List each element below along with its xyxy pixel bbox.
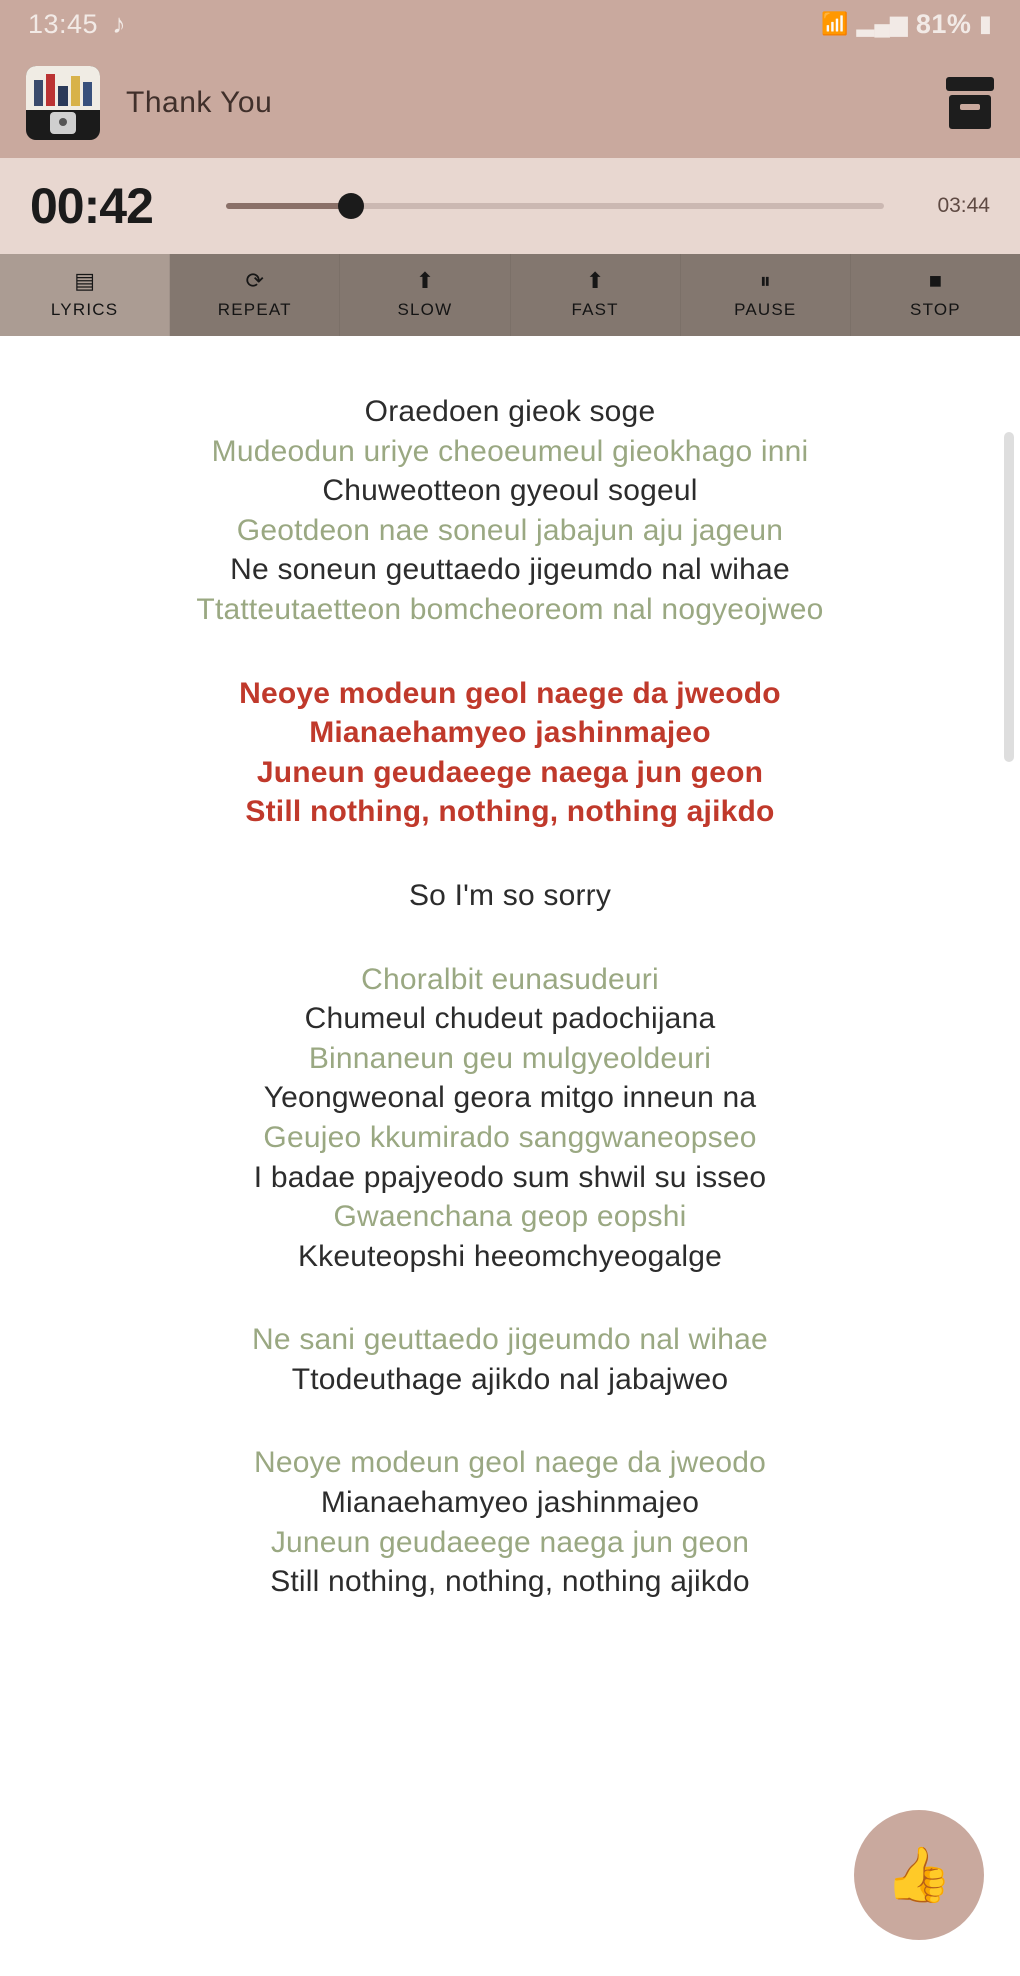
lyric-spacer <box>40 916 980 960</box>
lyric-spacer <box>40 1276 980 1320</box>
thumbs-up-fab[interactable] <box>854 1810 984 1940</box>
music-note-icon: ♪ <box>112 8 127 39</box>
lyric-line: Yeongweonal georа mitgo inneun na <box>263 1081 757 1115</box>
seek-thumb[interactable] <box>338 193 364 219</box>
tab-fast-label: FAST <box>571 300 619 319</box>
lyric-line: Geujeo kkumirado sanggwaneopseo <box>263 1120 757 1154</box>
lyric-line: Ttatteutaetteon bomcheoreom nal nogyeojweo <box>196 592 824 626</box>
album-art-thumbnail[interactable] <box>26 66 100 140</box>
lyric-line: Neoye modeun geol naege da jweodo <box>239 676 781 710</box>
lyrics-scrollbar[interactable] <box>1004 432 1014 762</box>
lyric-spacer <box>40 832 980 876</box>
status-bar-right <box>821 9 992 40</box>
lyric-line: Mudeodun uriye cheoeumeul gieokhago inni <box>211 434 809 468</box>
lyric-line: Ne sani geuttaedo jigeumdo nal wihae <box>252 1323 768 1357</box>
wifi-icon: 📶 <box>821 11 849 36</box>
fast-icon: ⬆ <box>585 268 605 293</box>
slow-icon: ⬆ <box>415 268 435 293</box>
lyric-line: Juneun geudaeege naega jun geon <box>256 755 764 789</box>
lyric-line: Neoye modeun geol naege da jweodo <box>254 1446 766 1480</box>
tab-slow[interactable] <box>340 254 510 336</box>
lyrics-text <box>40 392 980 1602</box>
lyric-line: Oraedoen gieok soge <box>364 395 656 428</box>
tab-lyrics[interactable] <box>0 254 170 336</box>
tab-repeat[interactable] <box>170 254 340 336</box>
lyric-line: Geotdeon nae soneul jabajun aju jageun <box>236 513 784 547</box>
lyrics-panel[interactable] <box>0 336 1020 1976</box>
lyric-line: So I'm so sorry <box>408 878 612 912</box>
lyric-line: I badae ppajyeodo sum shwil su isseo <box>253 1160 767 1194</box>
lyrics-icon: ▤ <box>74 268 95 293</box>
battery-percent: 81% <box>915 8 972 39</box>
tab-pause-label: PAUSE <box>734 300 797 319</box>
stop-icon: ■ <box>928 268 943 293</box>
lyric-line: Mianaehamyeo jashinmajeo <box>320 1486 700 1520</box>
status-bar-left <box>28 9 126 40</box>
lyric-line: Ttodeuthage ajikdo nal jabajweo <box>291 1362 729 1396</box>
lyric-line: Binnaneun geu mulgyeoldeuri <box>308 1041 712 1075</box>
status-time: 13:45 <box>28 8 99 39</box>
lyric-line: Mianaehamyeo jashinmajeo <box>309 716 711 750</box>
tab-lyrics-label: LYRICS <box>50 300 119 319</box>
lyric-line: Gwaenchana geop eopshi <box>333 1200 687 1234</box>
repeat-icon: ⟳ <box>245 268 264 293</box>
lyric-line: Chumeul chudeut padochijana <box>304 1002 716 1036</box>
tab-slow-label: SLOW <box>397 300 453 319</box>
lyric-line: Kkeuteopshi heeomchyeogalge <box>297 1239 723 1273</box>
thumbs-up-icon: 👍 <box>885 1844 953 1905</box>
player-toolbar <box>0 254 1020 336</box>
tab-fast[interactable] <box>511 254 681 336</box>
battery-icon: ▮ <box>979 11 992 36</box>
pause-icon: ⏸ <box>759 268 771 293</box>
status-bar <box>0 0 1020 48</box>
lyric-line: Still nothing, nothing, nothing ajikdo <box>245 795 775 829</box>
lyric-line: Choralbit eunasudeuri <box>361 962 659 996</box>
tab-pause[interactable] <box>681 254 851 336</box>
tab-stop-label: STOP <box>910 300 961 319</box>
lyric-spacer <box>40 1399 980 1443</box>
total-time: 03:44 <box>937 194 990 217</box>
lyric-line: Still nothing, nothing, nothing ajikdo <box>270 1565 750 1599</box>
lyric-line: Ne soneun geuttaedo jigeumdo nal wihae <box>230 553 790 587</box>
seek-slider[interactable] <box>226 203 884 209</box>
player-seek-bar <box>0 158 1020 254</box>
current-time: 00:42 <box>30 178 153 234</box>
lyric-spacer <box>40 630 980 674</box>
page-title: Thank You <box>126 86 273 119</box>
app-bar <box>0 48 1020 158</box>
lyric-line: Juneun geudaeege naega jun geon <box>270 1525 750 1559</box>
signal-icon: ▂▄▆ <box>856 11 908 36</box>
seek-progress <box>226 203 351 209</box>
lyric-line: Chuweotteon gyeoul sogeul <box>322 474 698 508</box>
tab-stop[interactable] <box>851 254 1020 336</box>
tab-repeat-label: REPEAT <box>217 300 292 319</box>
archive-icon[interactable] <box>946 77 994 129</box>
